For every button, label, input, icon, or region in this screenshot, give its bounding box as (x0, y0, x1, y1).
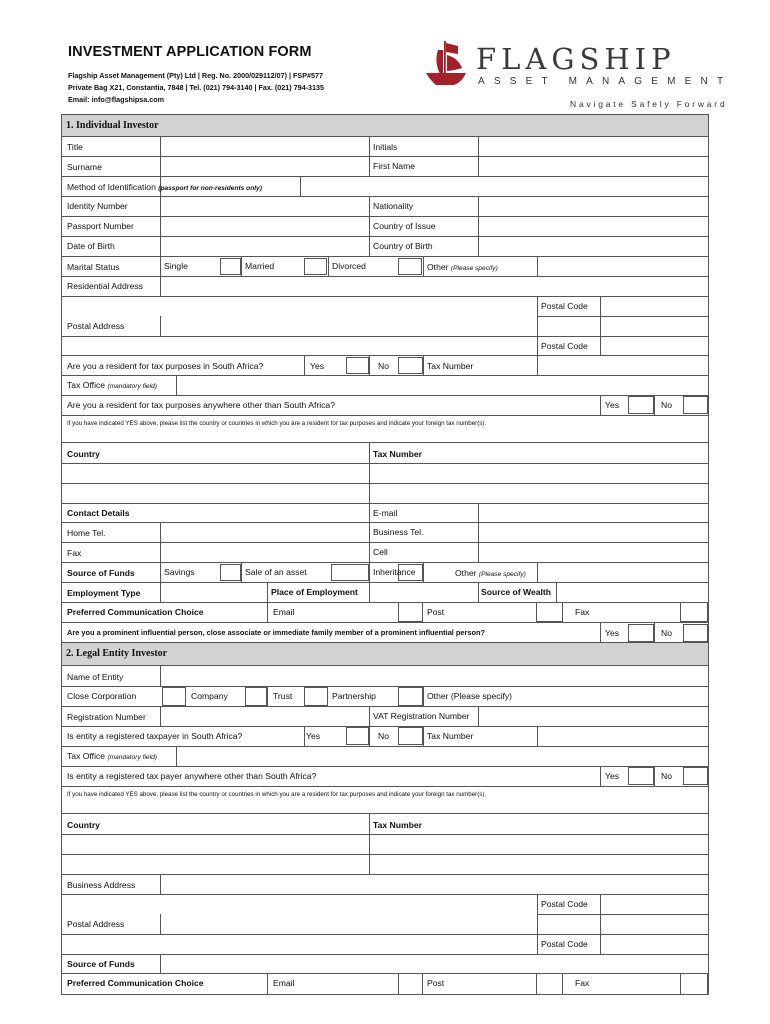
nationality-label: Nationality (373, 201, 414, 211)
postal-code-label-2: Postal Code (541, 341, 588, 351)
company-details-line: Flagship Asset Management (Pty) Ltd | Reg. No. 2000/029112/07) | FSP#577 (68, 71, 324, 80)
entity-tax-number-header: Tax Number (373, 820, 423, 830)
tax-number-header: Tax Number (373, 449, 423, 459)
divorced-checkbox[interactable] (398, 258, 422, 275)
comm-email-checkbox[interactable] (398, 602, 423, 622)
first-name-label: First Name (373, 161, 416, 171)
entity-comm-email-label: Email (273, 978, 295, 988)
entity-postal-address-label: Postal Address (67, 919, 125, 929)
entity-comm-fax-label: Fax (575, 978, 590, 988)
entity-comm-email-checkbox[interactable] (398, 973, 423, 995)
contact-details-label: Contact Details (67, 508, 130, 518)
pip-no-checkbox[interactable] (683, 624, 708, 642)
entity-tax-sa-question: Is entity a registered taxpayer in South Africa? (67, 731, 243, 741)
dob-label: Date of Birth (67, 241, 115, 251)
tax-sa-no-label: No (378, 361, 389, 371)
postal-code-label-1: Postal Code (541, 301, 588, 311)
comm-email-label: Email (273, 607, 295, 617)
title-label: Title (67, 142, 83, 152)
section-1-header (62, 115, 708, 136)
country-issue-label: Country of Issue (373, 221, 436, 231)
entity-tax-sa-yes-checkbox[interactable] (346, 727, 369, 745)
logo-tagline: Navigate Safely Forward (570, 99, 728, 109)
entity-tax-other-yes-label: Yes (605, 771, 620, 781)
entity-source-funds-label: Source of Funds (67, 959, 135, 969)
logo-subtitle: ASSET MANAGEMENT (478, 76, 733, 87)
place-employment-label: Place of Employment (271, 587, 358, 597)
initials-label: Initials (373, 142, 398, 152)
method-id-label (67, 182, 262, 192)
tax-other-question: Are you a resident for tax purposes anywhere other than South Africa? (67, 400, 335, 410)
logo-wordmark: FLAGSHIP (476, 42, 676, 76)
tax-number-label: Tax Number (427, 361, 474, 371)
employment-type-label: Employment Type (67, 588, 141, 598)
divorced-label: Divorced (332, 261, 366, 271)
company-label: Company (191, 691, 228, 701)
trust-checkbox[interactable] (304, 687, 328, 706)
business-tel-label: Business Tel. (373, 527, 424, 537)
country-birth-label: Country of Birth (373, 241, 433, 251)
single-checkbox[interactable] (220, 258, 241, 275)
funds-other-text: Other (455, 568, 477, 578)
sale-asset-label: Sale of an asset (245, 567, 307, 577)
entity-foreign-tax-note: If you have indicated YES above, please list the country or countries in which you are a resident for tax purposes and indicate your foreign tax number(s). (67, 791, 487, 798)
vat-number-label: VAT Registration Number (373, 711, 470, 721)
pip-yes-checkbox[interactable] (628, 624, 654, 642)
comm-post-label: Post (427, 607, 445, 617)
section-2-heading: 2. Legal Entity Investor (66, 648, 168, 659)
married-label: Married (245, 261, 275, 271)
partnership-checkbox[interactable] (398, 687, 423, 706)
fax-label: Fax (67, 548, 82, 558)
entity-other-label: Other (Please specify) (427, 691, 513, 701)
home-tel-label: Home Tel. (67, 528, 106, 538)
cell-label: Cell (373, 547, 388, 557)
form-title: INVESTMENT APPLICATION FORM (68, 44, 312, 60)
country-header: Country (67, 449, 100, 459)
section-1-heading: 1. Individual Investor (66, 120, 159, 131)
sale-asset-checkbox[interactable] (331, 564, 369, 581)
marital-other-label (427, 262, 498, 272)
company-checkbox[interactable] (245, 687, 267, 706)
passport-label: Passport Number (67, 221, 134, 231)
entity-country-header: Country (67, 820, 100, 830)
funds-other-label (455, 568, 526, 578)
comm-fax-checkbox[interactable] (680, 602, 708, 622)
pip-question: Are you a prominent influential person, close associate or immediate family member of a prominent influential person? (67, 628, 486, 637)
id-number-label: Identity Number (67, 201, 128, 211)
tax-sa-question: Are you a resident for tax purposes in South Africa? (67, 361, 264, 371)
funds-other-note: (Please specify) (478, 571, 526, 578)
marital-other-text: Other (427, 262, 449, 272)
ship-icon (424, 40, 468, 88)
pip-yes-label: Yes (605, 628, 620, 638)
tax-other-no-checkbox[interactable] (683, 396, 708, 414)
entity-tax-sa-no-label: No (378, 731, 389, 741)
company-email-line: Email: info@flagshipsa.com (68, 95, 165, 104)
tax-sa-no-checkbox[interactable] (398, 357, 423, 374)
postal-address-label: Postal Address (67, 321, 125, 331)
comm-post-checkbox[interactable] (536, 602, 563, 622)
method-id-note: (passport for non-residents only) (158, 185, 262, 192)
tax-sa-yes-label: Yes (310, 361, 325, 371)
single-label: Single (164, 261, 188, 271)
method-id-text: Method of Identification (67, 182, 156, 192)
close-corp-checkbox[interactable] (162, 687, 186, 706)
entity-comm-fax-checkbox[interactable] (680, 973, 708, 995)
company-address-line: Private Bag X21, Constantia, 7848 | Tel. (021) 794-3140 | Fax. (021) 794-3135 (68, 83, 324, 92)
entity-tax-sa-no-checkbox[interactable] (398, 727, 423, 745)
marital-other-note: (Please specify) (450, 265, 498, 272)
tax-office-label (67, 380, 157, 390)
entity-tax-sa-yes-label: Yes (306, 731, 321, 741)
entity-tax-other-no-label: No (661, 771, 672, 781)
entity-postal-code-label-1: Postal Code (541, 899, 588, 909)
entity-tax-number-label: Tax Number (427, 731, 474, 741)
entity-tax-office-text: Tax Office (67, 751, 106, 761)
trust-label: Trust (273, 691, 293, 701)
entity-postal-code-label-2: Postal Code (541, 939, 588, 949)
marital-label: Marital Status (67, 262, 120, 272)
married-checkbox[interactable] (304, 258, 327, 275)
surname-label: Surname (67, 162, 102, 172)
pref-comm-label: Preferred Communication Choice (67, 607, 204, 617)
partnership-label: Partnership (332, 691, 376, 701)
inheritance-label: Inheritance (373, 567, 416, 577)
section-2-header (62, 643, 708, 665)
foreign-tax-note: If you have indicated YES above, please list the country or countries in which you are a resident for tax purposes and indicate your foreign tax number(s). (67, 420, 487, 427)
tax-other-yes-label: Yes (605, 400, 620, 410)
business-address-label: Business Address (67, 880, 136, 890)
tax-sa-yes-checkbox[interactable] (346, 357, 369, 374)
source-wealth-label: Source of Wealth (481, 587, 552, 597)
email-label: E-mail (373, 508, 398, 518)
entity-tax-other-yes-checkbox[interactable] (628, 767, 654, 785)
tax-office-text: Tax Office (67, 380, 106, 390)
entity-comm-post-checkbox[interactable] (536, 973, 563, 995)
entity-tax-other-question: Is entity a registered tax payer anywhere other than South Africa? (67, 771, 317, 781)
savings-checkbox[interactable] (220, 564, 241, 581)
residential-label: Residential Address (67, 281, 143, 291)
tax-other-no-label: No (661, 400, 672, 410)
tax-other-yes-checkbox[interactable] (628, 396, 654, 414)
comm-fax-label: Fax (575, 607, 590, 617)
entity-pref-comm-label: Preferred Communication Choice (67, 978, 204, 988)
name-entity-label: Name of Entity (67, 672, 124, 682)
tax-office-note: (mandatory field) (107, 383, 157, 390)
source-funds-label: Source of Funds (67, 568, 135, 578)
entity-tax-other-no-checkbox[interactable] (683, 767, 708, 785)
close-corp-label: Close Corporation (67, 691, 137, 701)
entity-tax-office-label (67, 751, 157, 761)
savings-label: Savings (164, 567, 195, 577)
reg-number-label: Registration Number (67, 712, 146, 722)
entity-comm-post-label: Post (427, 978, 445, 988)
entity-tax-office-note: (mandatory field) (107, 754, 157, 761)
pip-no-label: No (661, 628, 672, 638)
